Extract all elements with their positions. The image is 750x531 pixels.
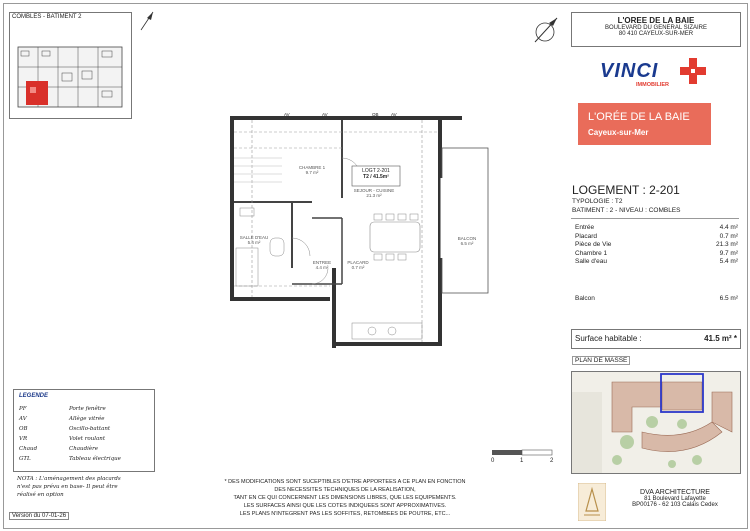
architect-logo-icon [578,483,606,521]
plan-de-masse-title: PLAN DE MASSE [572,356,630,365]
architect-block [610,489,740,508]
room-entree: ENTREE 4.4 m² [312,260,332,271]
legend-box [13,389,155,472]
logement-typologie: TYPOLOGIE : T2 [572,198,623,205]
surface-row: Placard 0.7 m² [575,232,738,240]
plan-mark: AV [284,112,290,117]
legend-item: AV Allège vitrée [19,416,105,422]
room-sdb: SALLE D'EAU 5.4 m² [239,235,269,246]
surface-habitable-label: Surface habitable : [575,334,642,343]
surface-row: Chambre 1 9.7 m² [575,249,738,257]
program-address-1: BOULEVARD DU GENERAL SIZAIRE [604,25,708,31]
key-plan-title: COMBLES - BATIMENT 2 [12,14,82,20]
legend-item: PF Porte fenêtre [19,406,106,412]
vinci-wordmark: VINCI [600,60,659,82]
balcon-row: Balcon 6.5 m² [575,295,738,302]
room-sejour: SEJOUR - CUISINE 21.3 m² [353,188,395,199]
legend-item: Chaud Chaudière [19,446,98,452]
surface-habitable-value: 41.5 m² * [704,334,737,343]
architect-name: DVA ARCHITECTURE [640,489,710,496]
logement-title: LOGEMENT : 2-201 [572,183,680,197]
scale-tick: 2 [550,458,554,464]
disclaimer: * DES MODIFICATIONS SONT SUCEPTIBLES D'ETRE APPORTEES A CE PLAN EN FONCTION DES NECESSITES TECHNIQUES DE LA REALISATION, TANT EN CE QUI CONCERNENT LES DIMENSIONS LIBRES, QUE LES EQUIPEMENTS. LES SURFACES AINSI QUE LES COTES INDIQUEES SONT APPROXIMATIVES. LES PLANS N'INTEGRENT PAS LES SOFFITES, RETOMBEES DE POUTRE, ETC... [224,479,466,517]
plan-mark: AV [322,112,328,117]
key-plan [9,12,132,119]
plan-de-masse-drawing [572,372,740,473]
surface-row: Pièce de Vie 21.3 m² [575,241,738,249]
floor-plan [222,108,494,348]
logement-batiment: BATIMENT : 2 - NIVEAU : COMBLES [572,207,681,214]
surface-row: Entrée 4.4 m² [575,224,738,231]
architect-address-2: BP00176 - 62 103 Calais Cedex [632,502,718,508]
room-chambre: CHAMBRE 1 9.7 m² [298,165,326,176]
program-banner [578,103,711,145]
logt-label: LOGT 2-201 T2 / 41.5m² [362,168,390,180]
scale-tick: 1 [520,458,524,464]
program-name: L'OREE DE LA BAIE [617,16,695,25]
legend-note: NOTA : L'aménagement des placards n'est pas prévu en base- Il peut être réalisé en option [17,476,121,498]
room-placard: PLACARD 0.7 m² [347,260,369,271]
program-address-2: 80 410 CAYEUX-SUR-MER [618,31,694,37]
surface-habitable [571,329,741,349]
room-balcon: BALCON 6.5 m² [457,236,477,247]
logement-divider [571,218,739,219]
program-box [571,12,741,47]
vinci-logo [600,58,710,90]
key-plan-drawing [16,37,126,112]
architect-address-1: 81 Boulevard Lafayette [644,496,706,502]
legend-title: LEGENDE [19,393,49,399]
surface-row: Salle d'eau 5.4 m² [575,258,738,266]
vinci-logo-icon [680,58,706,84]
banner-subtitle: Cayeux-sur-Mer [588,128,649,137]
legend-item: GTL Tableau électrique [19,456,121,462]
plan-mark: AV [391,112,397,117]
north-arrow-icon [137,10,157,32]
surfaces-list [575,224,738,267]
legend-item: OB Oscillo-battant [19,426,111,432]
plan-de-masse [571,371,741,474]
legend-item: VR Volet roulant [19,436,106,442]
banner-title: L'ORÉE DE LA BAIE [588,111,690,123]
north-arrow-icon [527,12,563,48]
plan-mark: OB [372,112,379,117]
version-label: Version du 07-01-26 [9,512,69,520]
vinci-sub: IMMOBILIER [636,82,669,88]
scale-tick: 0 [491,458,495,464]
